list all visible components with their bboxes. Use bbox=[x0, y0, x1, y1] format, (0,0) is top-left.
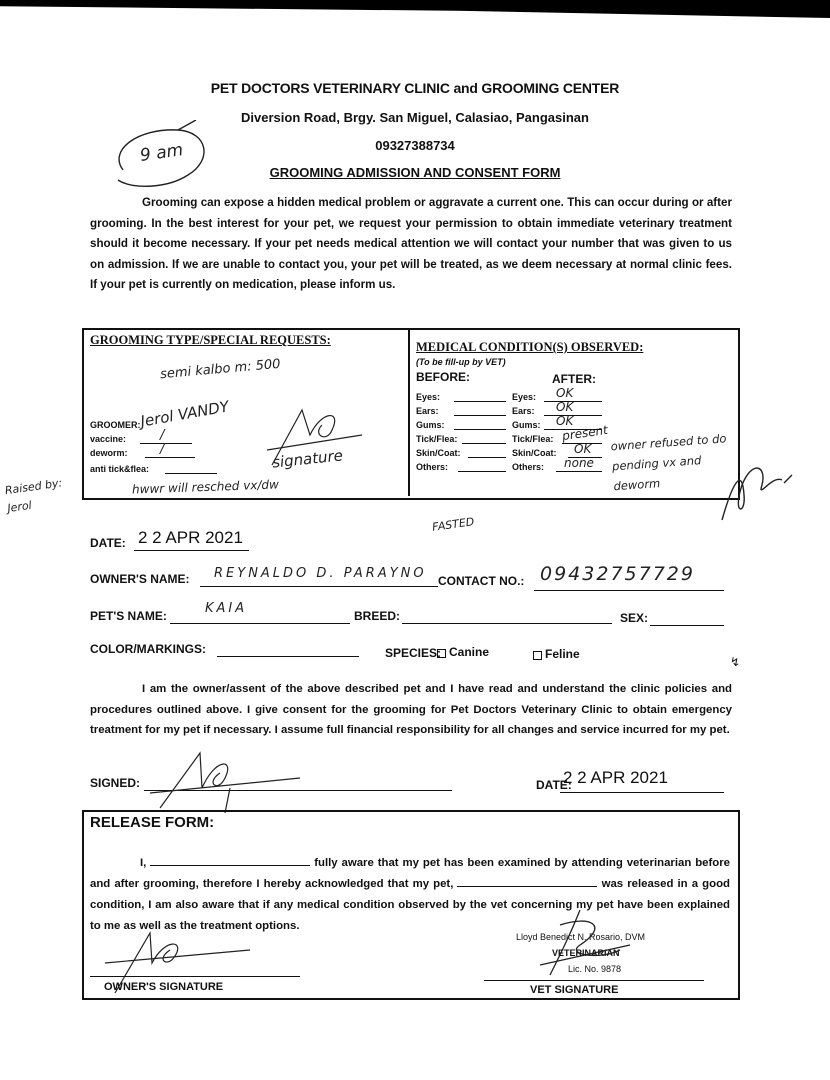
before-row-label: Others: bbox=[416, 462, 449, 472]
handwritten-time: 9 am bbox=[138, 140, 185, 166]
box-divider bbox=[408, 330, 410, 496]
scan-edge-shadow bbox=[0, 0, 830, 18]
before-line bbox=[468, 457, 506, 458]
date-line bbox=[134, 550, 249, 551]
release-text-end: was released in a good condition, I am also aware that if any medical condition observed by the vet concerning my pet have been explained to me as well as the treatment options. bbox=[90, 878, 730, 932]
after-row-label: Eyes: bbox=[512, 392, 537, 402]
release-pet-blank bbox=[457, 876, 597, 887]
pet-name-line bbox=[170, 623, 350, 624]
signed-date-value: 2 2 APR 2021 bbox=[563, 768, 668, 787]
color-markings-label: COLOR/MARKINGS: bbox=[90, 642, 206, 656]
vet-signature-scribble bbox=[520, 905, 640, 985]
medical-row bbox=[416, 386, 606, 404]
color-markings-line bbox=[217, 656, 359, 657]
after-label: AFTER: bbox=[552, 372, 596, 386]
groomer-value: Jerol VANDY bbox=[139, 397, 231, 431]
owner-name-line bbox=[200, 586, 438, 587]
owner-signature-label: OWNER'S SIGNATURE bbox=[104, 981, 224, 993]
before-row-label: Gums: bbox=[416, 420, 445, 430]
after-row-label: Others: bbox=[512, 462, 545, 472]
clinic-phone: 09327388734 bbox=[375, 138, 455, 153]
grooming-heading: GROOMING TYPE/SPECIAL REQUESTS: bbox=[90, 333, 331, 347]
before-label: BEFORE: bbox=[416, 370, 470, 384]
grooming-request: semi kalbo m: 500 bbox=[159, 356, 282, 383]
before-row-label: Tick/Flea: bbox=[416, 434, 458, 444]
after-value: none bbox=[564, 456, 594, 470]
grooming-note: hwwr will resched vx/dw bbox=[131, 477, 280, 497]
date-label: DATE: bbox=[90, 536, 126, 550]
received-by-note: Raised by: Jerol bbox=[4, 476, 63, 516]
release-text-i: I, bbox=[140, 857, 147, 869]
grooming-signature-word: signature bbox=[271, 446, 344, 472]
medical-rows bbox=[416, 386, 609, 474]
sex-line bbox=[650, 625, 724, 626]
medical-row bbox=[416, 400, 606, 418]
antitick-line bbox=[165, 473, 217, 474]
after-value: OK bbox=[574, 442, 592, 456]
contact-label: CONTACT NO.: bbox=[438, 574, 525, 588]
before-line bbox=[462, 443, 506, 444]
date-value: 2 2 APR 2021 bbox=[138, 528, 243, 547]
release-text-body: fully aware that my pet has been examined by attending veterinarian before and after grooming, therefore I hereby acknowledged that my pet, bbox=[90, 857, 731, 890]
medical-heading: MEDICAL CONDITION(S) OBSERVED: bbox=[416, 340, 644, 354]
form-title: GROOMING ADMISSION AND CONSENT FORM bbox=[269, 165, 561, 180]
vaccine-value: / bbox=[160, 428, 165, 443]
signed-date-label: DATE: bbox=[536, 778, 572, 792]
after-row-label: Tick/Flea: bbox=[512, 434, 554, 444]
vaccine-label: vaccine: bbox=[90, 434, 127, 444]
release-owner-blank bbox=[150, 855, 310, 866]
clinic-name: PET DOCTORS VETERINARY CLINIC and GROOMING CENTER bbox=[210, 80, 620, 96]
vaccine-line bbox=[140, 443, 192, 444]
medical-subheading: (To be fill-up by VET) bbox=[416, 357, 506, 367]
antitick-label: anti tick&flea: bbox=[90, 464, 150, 474]
consent-paragraph: I am the owner/assent of the above described pet and I have read and understand the clinic policies and procedures outlined above. I give consent for the grooming for Pet Doctors Veterinary Clinic to obtain emergency treatment for my pet if necessary. I assume full financial responsibility for all changes and service incurred for my pet. bbox=[90, 683, 732, 736]
canine-label: Canine bbox=[449, 645, 490, 659]
intro-paragraph: Grooming can expose a hidden medical problem or aggravate a current one. This can occur during or after grooming. In the best interest for your pet, we request your permission to obtain immediate veterinary treatment should it become necessary. If your pet needs medical attention we will contact your number that was given to us on admission. If we are unable to contact you, your pet will be treated, as we deem necessary at normal clinic fees. If your pet is currently on medication, please inform us. bbox=[90, 196, 732, 291]
species-label: SPECIES: bbox=[385, 646, 442, 660]
clinic-address: Diversion Road, Brgy. San Miguel, Calasiao, Pangasinan bbox=[241, 110, 589, 125]
deworm-line bbox=[145, 457, 195, 458]
before-line bbox=[454, 401, 506, 402]
medical-row bbox=[416, 456, 606, 474]
after-row-label: Gums: bbox=[512, 420, 541, 430]
contact-line bbox=[534, 590, 724, 591]
vet-initial-signature bbox=[712, 455, 802, 525]
before-line bbox=[458, 471, 506, 472]
owner-signature-line bbox=[90, 976, 300, 977]
after-value: OK bbox=[556, 414, 574, 428]
grooming-signature-scribble bbox=[262, 405, 372, 475]
vet-signature-label: VET SIGNATURE bbox=[530, 984, 619, 996]
owner-name-label: OWNER'S NAME: bbox=[90, 572, 190, 586]
after-value: present bbox=[561, 422, 609, 444]
breed-label: BREED: bbox=[354, 609, 401, 623]
before-row-label: Eyes: bbox=[416, 392, 441, 402]
deworm-value: / bbox=[160, 442, 165, 457]
after-value: OK bbox=[556, 386, 574, 400]
owner-signature-scribble bbox=[140, 748, 310, 818]
release-heading: RELEASE FORM: bbox=[90, 814, 215, 831]
before-line bbox=[454, 429, 506, 430]
vet-stamp-title: VETERINARIAN bbox=[552, 948, 620, 958]
before-row-label: Skin/Coat: bbox=[416, 448, 461, 458]
before-line bbox=[454, 415, 506, 416]
contact-value: 09432757729 bbox=[540, 563, 695, 585]
pet-name-label: PET'S NAME: bbox=[90, 609, 167, 623]
canine-checkbox[interactable] bbox=[437, 649, 446, 658]
stray-mark: ↯ bbox=[730, 655, 741, 669]
after-row-label: Ears: bbox=[512, 406, 535, 416]
breed-line bbox=[402, 623, 612, 624]
vet-stamp-name: Lloyd Benedict N. Rosario, DVM bbox=[516, 932, 646, 942]
feline-label: Feline bbox=[545, 647, 580, 661]
vet-signature-line bbox=[484, 980, 704, 981]
before-row-label: Ears: bbox=[416, 406, 439, 416]
feline-checkbox[interactable] bbox=[533, 651, 542, 660]
after-row-label: Skin/Coat: bbox=[512, 448, 557, 458]
after-line bbox=[556, 471, 602, 472]
pet-name-value: KAIA bbox=[205, 601, 248, 616]
stamp-mark: FASTED bbox=[431, 515, 476, 534]
signed-label: SIGNED: bbox=[90, 776, 141, 790]
after-value: OK bbox=[556, 400, 574, 414]
groomer-label: GROOMER: bbox=[90, 420, 141, 430]
sex-label: SEX: bbox=[620, 611, 649, 625]
signed-date-line bbox=[560, 792, 724, 793]
medical-side-note: owner refused to do pending vx and deworm bbox=[610, 431, 727, 494]
deworm-label: deworm: bbox=[90, 448, 128, 458]
vet-stamp-license: Lic. No. 9878 bbox=[568, 964, 622, 974]
owner-name-value: REYNALDO D. PARAYNO bbox=[214, 566, 427, 581]
